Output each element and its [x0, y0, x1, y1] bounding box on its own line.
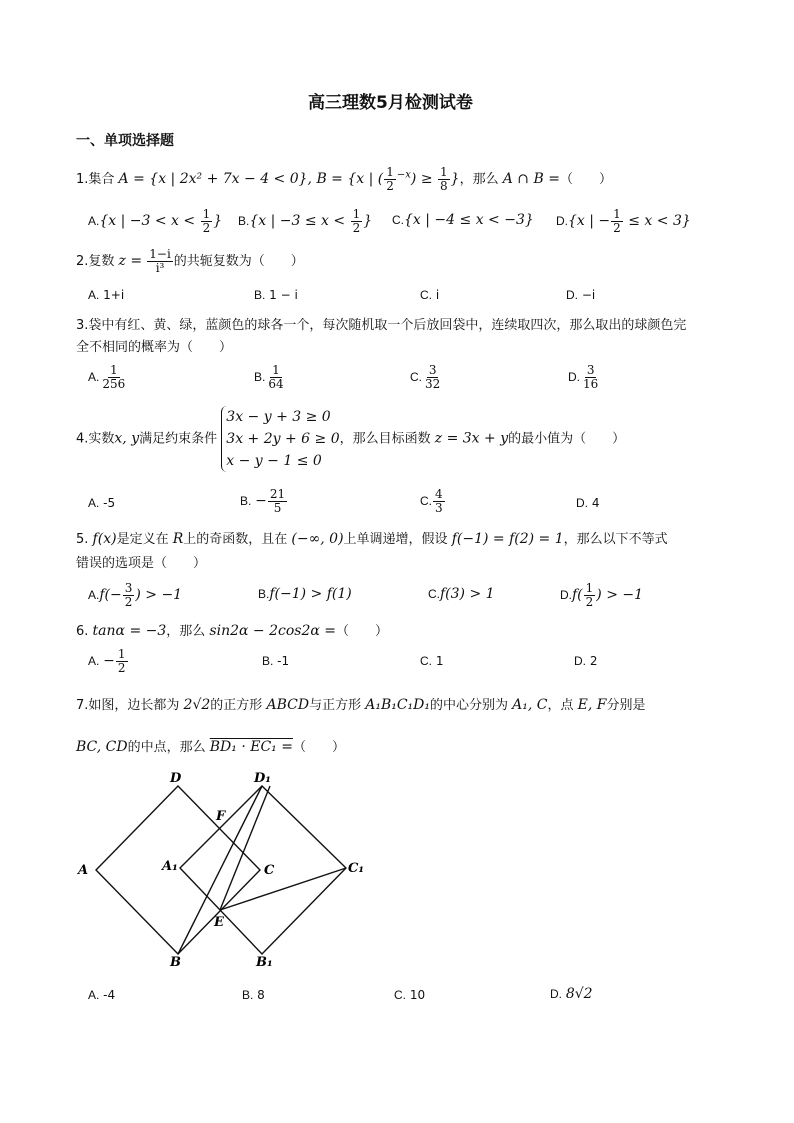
q1-prefix: 1.集合	[76, 172, 115, 187]
q3-option-c: C. $\frac{3}{32}$	[410, 363, 441, 391]
q4-constraint-3: x − y − 1 ≤ 0	[226, 453, 322, 469]
q7-figure	[70, 764, 390, 974]
label-c1: C₁	[348, 861, 365, 876]
q1-sets: A = {x | 2x² + 7x − 4 < 0}, B = {x | (	[118, 171, 384, 187]
q2-option-c: C. i	[420, 288, 440, 302]
q7-option-d: D. 8√2	[550, 986, 593, 1002]
q2-z: z =	[118, 253, 143, 269]
q6-option-d: D. 2	[574, 654, 598, 668]
section-heading: 一、单项选择题	[76, 133, 174, 149]
q1-option-c: C.{x | −4 ≤ x < −3}	[392, 212, 534, 228]
q2-tail: 的共轭复数为（ ）	[173, 254, 304, 269]
q2-option-d: D. −i	[566, 288, 596, 302]
q1-option-b: B.{x | −3 ≤ x < $\frac{1}{2}$ }	[238, 207, 373, 235]
q2-prefix: 2.复数	[76, 254, 115, 269]
q1-eighth: $\frac{1}{8}$	[440, 165, 448, 193]
q4-prefix: 4.实数	[76, 431, 115, 447]
q1-half: $\frac{1}{2}$	[386, 165, 394, 193]
question-1	[76, 166, 612, 193]
question-3-line2: 全不相同的概率为（ ）	[76, 340, 233, 355]
label-d1: D₁	[254, 771, 271, 786]
q7-option-b: B. 8	[242, 988, 265, 1002]
q6-option-b: B. -1	[262, 654, 290, 668]
question-7-line1: 7.如图，边长都为 2√2的正方形 ABCD与正方形 A₁B₁C₁D₁的中心分别为 A₁, C，点 E, F分别是	[76, 697, 646, 713]
q4-option-d: D. 4	[576, 496, 600, 510]
segment-ed1	[220, 786, 270, 910]
question-3-line1: 3.袋中有红、黄、绿，蓝颜色的球各一个，每次随机取一个后放回袋中，连续取四次，那么取出的球颜色完	[76, 318, 687, 333]
q4-mid: 满足约束条件	[139, 431, 218, 447]
q1-option-a: A.{x | −3 < x < $\frac{1}{2}$ }	[88, 207, 223, 235]
q4-vars: x, y	[114, 430, 140, 447]
q4-constraint-1: 3x − y + 3 ≥ 0	[226, 409, 331, 425]
label-b1: B₁	[256, 955, 273, 970]
q1-close: }	[450, 171, 460, 187]
q5-option-b: B.f(−1) > f(1)	[258, 586, 352, 602]
square-a1b1c1d1	[180, 786, 346, 954]
q4-tail2: 的最小值为（ ）	[508, 431, 626, 447]
q1-ge: ) ≥	[410, 171, 438, 187]
question-7-line2: BC, CD的中点，那么 BD₁ · EC₁ =（ ）	[76, 739, 345, 755]
segment-ec1	[220, 868, 346, 910]
label-e: E	[214, 915, 224, 930]
question-2	[76, 248, 304, 275]
q4-tail1: ，那么目标函数	[339, 431, 431, 447]
q3-option-b: B. $\frac{1}{64}$	[254, 363, 284, 391]
label-d: D	[170, 771, 182, 786]
label-b: B	[170, 955, 181, 970]
question-5-line2: 错误的选项是（ ）	[76, 556, 207, 571]
label-c: C	[264, 863, 275, 878]
q4-objective: z = 3x + y	[434, 430, 509, 447]
q1-option-d: D.{x | − $\frac{1}{2}$ ≤ x < 3}	[556, 207, 691, 235]
q4-constraint-2: 3x + 2y + 6 ≥ 0	[226, 431, 340, 447]
q1-exp: −x	[396, 169, 411, 181]
label-a1: A₁	[162, 859, 178, 874]
label-f: F	[216, 809, 226, 824]
q4-constraints	[221, 406, 339, 472]
question-4	[76, 406, 625, 472]
q3-option-a: A. $\frac{1}{256}$	[88, 363, 126, 391]
q5-option-c: C.f(3) > 1	[428, 586, 495, 602]
q5-option-a: A.f(− $\frac{3}{2}$ ) > −1	[88, 581, 183, 609]
q4-option-a: A. -5	[88, 496, 116, 510]
q1-expr: A ∩ B =	[502, 171, 560, 187]
question-5-line1: 5. f(x)是定义在 R上的奇函数，且在 (−∞, 0)上单调递增，假设 f(−1) = f(2) = 1，那么以下不等式	[76, 531, 668, 547]
q3-option-d: D. $\frac{3}{16}$	[568, 363, 599, 391]
page-title: 高三理数5月检测试卷	[308, 93, 473, 113]
q2-fraction: $\frac{1-i}{\text{i³}}$	[149, 247, 171, 275]
q4-option-c: C. $\frac{4}{3}$	[420, 487, 443, 515]
q6-option-c: C. 1	[420, 654, 444, 668]
q6-option-a: A. − $\frac{1}{2}$	[88, 647, 126, 675]
q2-option-b: B. 1 − i	[254, 288, 298, 302]
q7-option-a: A. -4	[88, 988, 116, 1002]
question-6: 6. tanα = −3，那么 sin2α − 2cos2α =（ ）	[76, 623, 389, 639]
q1-tail: ，那么	[459, 172, 499, 187]
q1-paren: （ ）	[559, 172, 612, 187]
label-a: A	[78, 863, 89, 878]
q4-option-b: B. − $\frac{21}{5}$	[240, 487, 286, 515]
q2-option-a: A. 1+i	[88, 288, 125, 302]
q5-option-d: D.f( $\frac{1}{2}$ ) > −1	[560, 581, 644, 609]
q7-option-c: C. 10	[394, 988, 426, 1002]
